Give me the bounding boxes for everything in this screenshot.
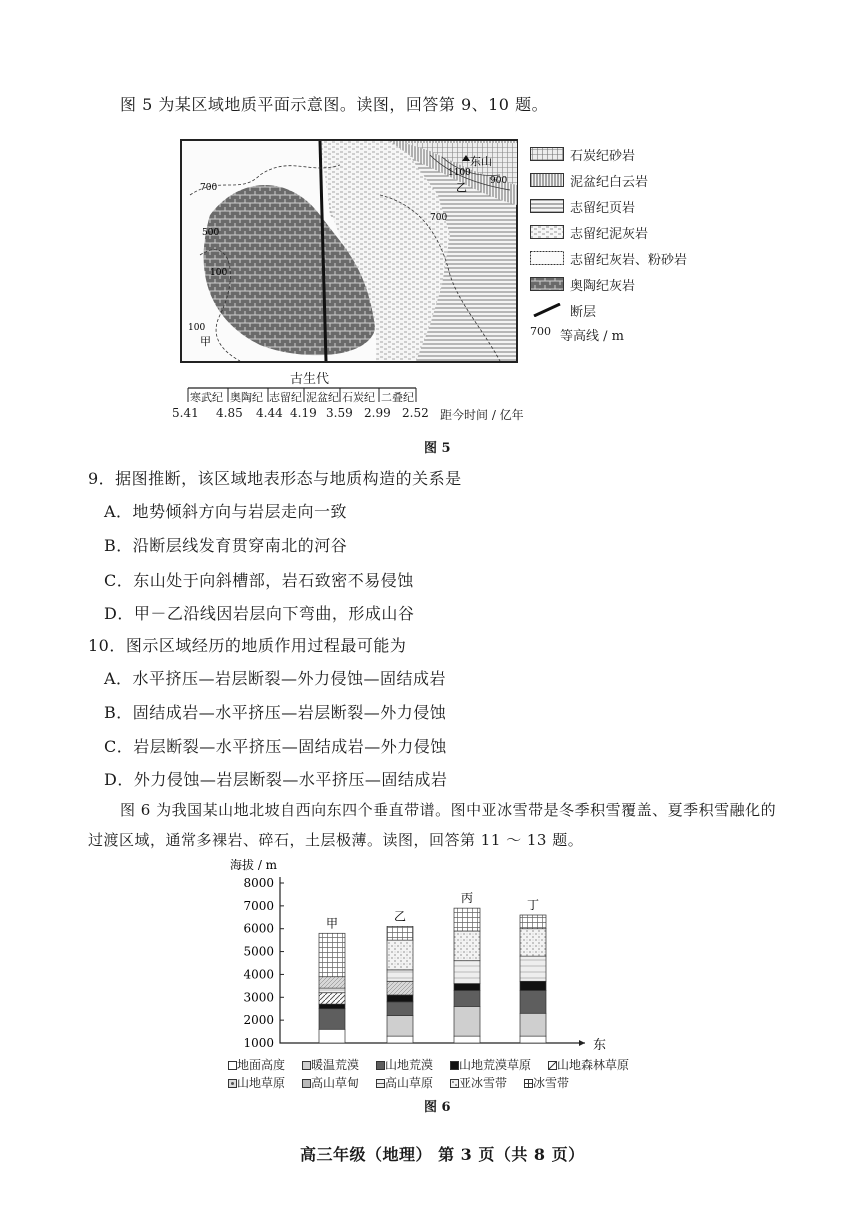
q9-option-a[interactable]: A．地势倾斜方向与岩层走向一致 <box>104 502 348 521</box>
label-jia: 甲 <box>200 335 211 348</box>
zone-segment <box>387 940 413 970</box>
legend-item-ordovician: 奥陶纪灰岩 <box>530 275 680 293</box>
contour-label-500: 500 <box>202 228 220 238</box>
contour-label-700-a: 700 <box>200 183 218 193</box>
zone-segment <box>319 1004 345 1009</box>
zone-segment <box>520 981 546 990</box>
chart6-ylabel: 海拔 / m <box>230 858 278 872</box>
label-yi: 乙 <box>456 181 467 194</box>
fig6-legend <box>228 1056 648 1092</box>
chart6-ytick-label: 3000 <box>243 990 274 1005</box>
legend-item-limestone-siltstone: 志留纪灰岩、粉砂岩 <box>530 249 690 267</box>
q10-option-d[interactable]: D．外力侵蚀—岩层断裂—水平挤压—固结成岩 <box>104 770 448 789</box>
legend6-mountain-steppe: 山地草原 <box>228 1074 285 1091</box>
zone-segment <box>319 993 345 1004</box>
zone-segment <box>319 933 345 976</box>
zone-segment <box>454 931 480 961</box>
column-label: 丙 <box>460 891 474 906</box>
tick-359: 3.59 <box>326 406 353 420</box>
period-ordovician: 奥陶纪 <box>230 391 263 404</box>
intro-fig6-line2: 过渡区域，通常多裸岩、碎石，土层极薄。读图，回答第 11 ～ 13 题。 <box>88 831 584 849</box>
q10-stem: 10．图示区域经历的地质作用过程最可能为 <box>88 636 407 655</box>
chart6-ytick-label: 2000 <box>243 1013 274 1028</box>
tick-252: 2.52 <box>402 406 429 420</box>
column-label: 乙 <box>393 909 407 924</box>
legend6-desert-steppe: 山地荒漠草原 <box>450 1056 531 1073</box>
fig5-caption: 图 5 <box>424 441 451 456</box>
timeline-axis-label: 距今时间 / 亿年 <box>440 408 524 422</box>
legend6-warm-desert: 暖温荒漠 <box>302 1056 359 1073</box>
contour-label-100-b: 100 <box>188 323 206 333</box>
page-footer: 高三年级（地理） 第 3 页（共 8 页） <box>300 1145 585 1164</box>
zone-segment <box>387 1016 413 1037</box>
period-silurian: 志留纪 <box>269 391 302 404</box>
chart6-ytick-label: 5000 <box>243 944 274 959</box>
q10-option-c[interactable]: C．岩层断裂—水平挤压—固结成岩—外力侵蚀 <box>104 737 447 756</box>
zone-segment <box>387 1002 413 1016</box>
zone-segment <box>520 956 546 981</box>
legend6-ground: 地面高度 <box>228 1056 285 1073</box>
contour-label-1100: 1100 <box>448 168 471 178</box>
timeline-era: 古生代 <box>290 372 330 387</box>
zone-segment <box>454 1036 480 1043</box>
legend6-forest-steppe: 山地森林草原 <box>548 1056 629 1073</box>
q9-option-d[interactable]: D．甲－乙沿线因岩层向下弯曲，形成山谷 <box>104 604 415 623</box>
legend-item-sandstone: 石炭纪砂岩 <box>530 145 680 163</box>
period-cambrian: 寒武纪 <box>190 391 223 404</box>
legend-item-marl: 志留纪泥灰岩 <box>530 223 680 241</box>
geologic-map <box>180 135 520 367</box>
tick-299: 2.99 <box>364 406 391 420</box>
legend6-alpine-steppe: 高山草原 <box>376 1074 433 1091</box>
column-label: 丁 <box>526 898 540 912</box>
zone-segment <box>319 988 345 993</box>
q10-option-a[interactable]: A．水平挤压—岩层断裂—外力侵蚀—固结成岩 <box>104 669 447 688</box>
fig6-caption: 图 6 <box>424 1100 451 1115</box>
chart6-ytick-label: 4000 <box>243 967 274 982</box>
tick-541: 5.41 <box>172 406 199 420</box>
legend6-mountain-desert: 山地荒漠 <box>376 1056 433 1073</box>
chart6-ytick-label: 8000 <box>243 876 274 890</box>
tick-444: 4.44 <box>256 406 283 420</box>
legend6-nival: 冰雪带 <box>524 1074 569 1091</box>
legend-item-shale: 志留纪页岩 <box>530 197 680 215</box>
legend6-alpine-meadow: 高山草甸 <box>302 1074 359 1091</box>
zone-segment <box>520 1036 546 1043</box>
intro-fig6-line1: 图 6 为我国某山地北坡自西向东四个垂直带谱。图中亚冰雪带是冬季积雪覆盖、夏季积雪融化的 <box>120 801 777 819</box>
zone-segment <box>454 961 480 984</box>
zone-segment <box>454 990 480 1006</box>
tick-419: 4.19 <box>290 406 317 420</box>
legend-item-fault: 断层 <box>530 301 680 319</box>
q9-option-c[interactable]: C．东山处于向斜槽部，岩石致密不易侵蚀 <box>104 571 414 590</box>
vertical-zonation-chart <box>205 855 645 1055</box>
period-carboniferous: 石炭纪 <box>342 391 375 404</box>
chart6-ytick-label: 1000 <box>243 1036 274 1050</box>
zone-segment <box>454 984 480 991</box>
q9-stem: 9．据图推断，该区域地表形态与地质构造的关系是 <box>88 469 462 488</box>
q10-option-b[interactable]: B．固结成岩—水平挤压—岩层断裂—外力侵蚀 <box>104 703 447 722</box>
zone-segment <box>387 970 413 981</box>
chart6-x-arrow <box>579 1040 585 1046</box>
zone-segment <box>454 1006 480 1036</box>
timeline-ticks <box>172 406 592 424</box>
zone-segment <box>387 1036 413 1043</box>
zone-segment <box>520 990 546 1013</box>
chart6-ytick-label: 6000 <box>243 921 274 936</box>
period-permian: 二叠纪 <box>381 391 414 404</box>
intro-fig5: 图 5 为某区域地质平面示意图。读图，回答第 9、10 题。 <box>120 95 549 114</box>
chart6-xlabel: 东 <box>593 1038 607 1053</box>
zone-segment <box>319 977 345 988</box>
zone-segment <box>387 981 413 995</box>
contour-label-900: 900 <box>490 176 508 186</box>
zone-segment <box>520 1013 546 1036</box>
q9-option-b[interactable]: B．沿断层线发育贯穿南北的河谷 <box>104 536 348 555</box>
legend-item-dolomite: 泥盆纪白云岩 <box>530 171 680 189</box>
tick-485: 4.85 <box>216 406 243 420</box>
zone-segment <box>387 995 413 1002</box>
zone-segment <box>520 929 546 956</box>
legend-item-contour: 700 等高线 / m <box>530 325 624 344</box>
column-label: 甲 <box>325 916 339 931</box>
zone-segment <box>387 926 413 940</box>
label-east-mountain: 东山 <box>470 155 492 168</box>
zone-segment <box>454 908 480 931</box>
zone-segment <box>319 1009 345 1030</box>
contour-label-700-b: 700 <box>430 213 448 223</box>
period-devonian: 泥盆纪 <box>306 391 339 404</box>
zone-segment <box>520 915 546 929</box>
contour-label-100-a: 100 <box>210 268 228 278</box>
zone-segment <box>319 1029 345 1043</box>
legend6-subnival: 亚冰雪带 <box>450 1074 507 1091</box>
chart6-ytick-label: 7000 <box>243 898 274 913</box>
